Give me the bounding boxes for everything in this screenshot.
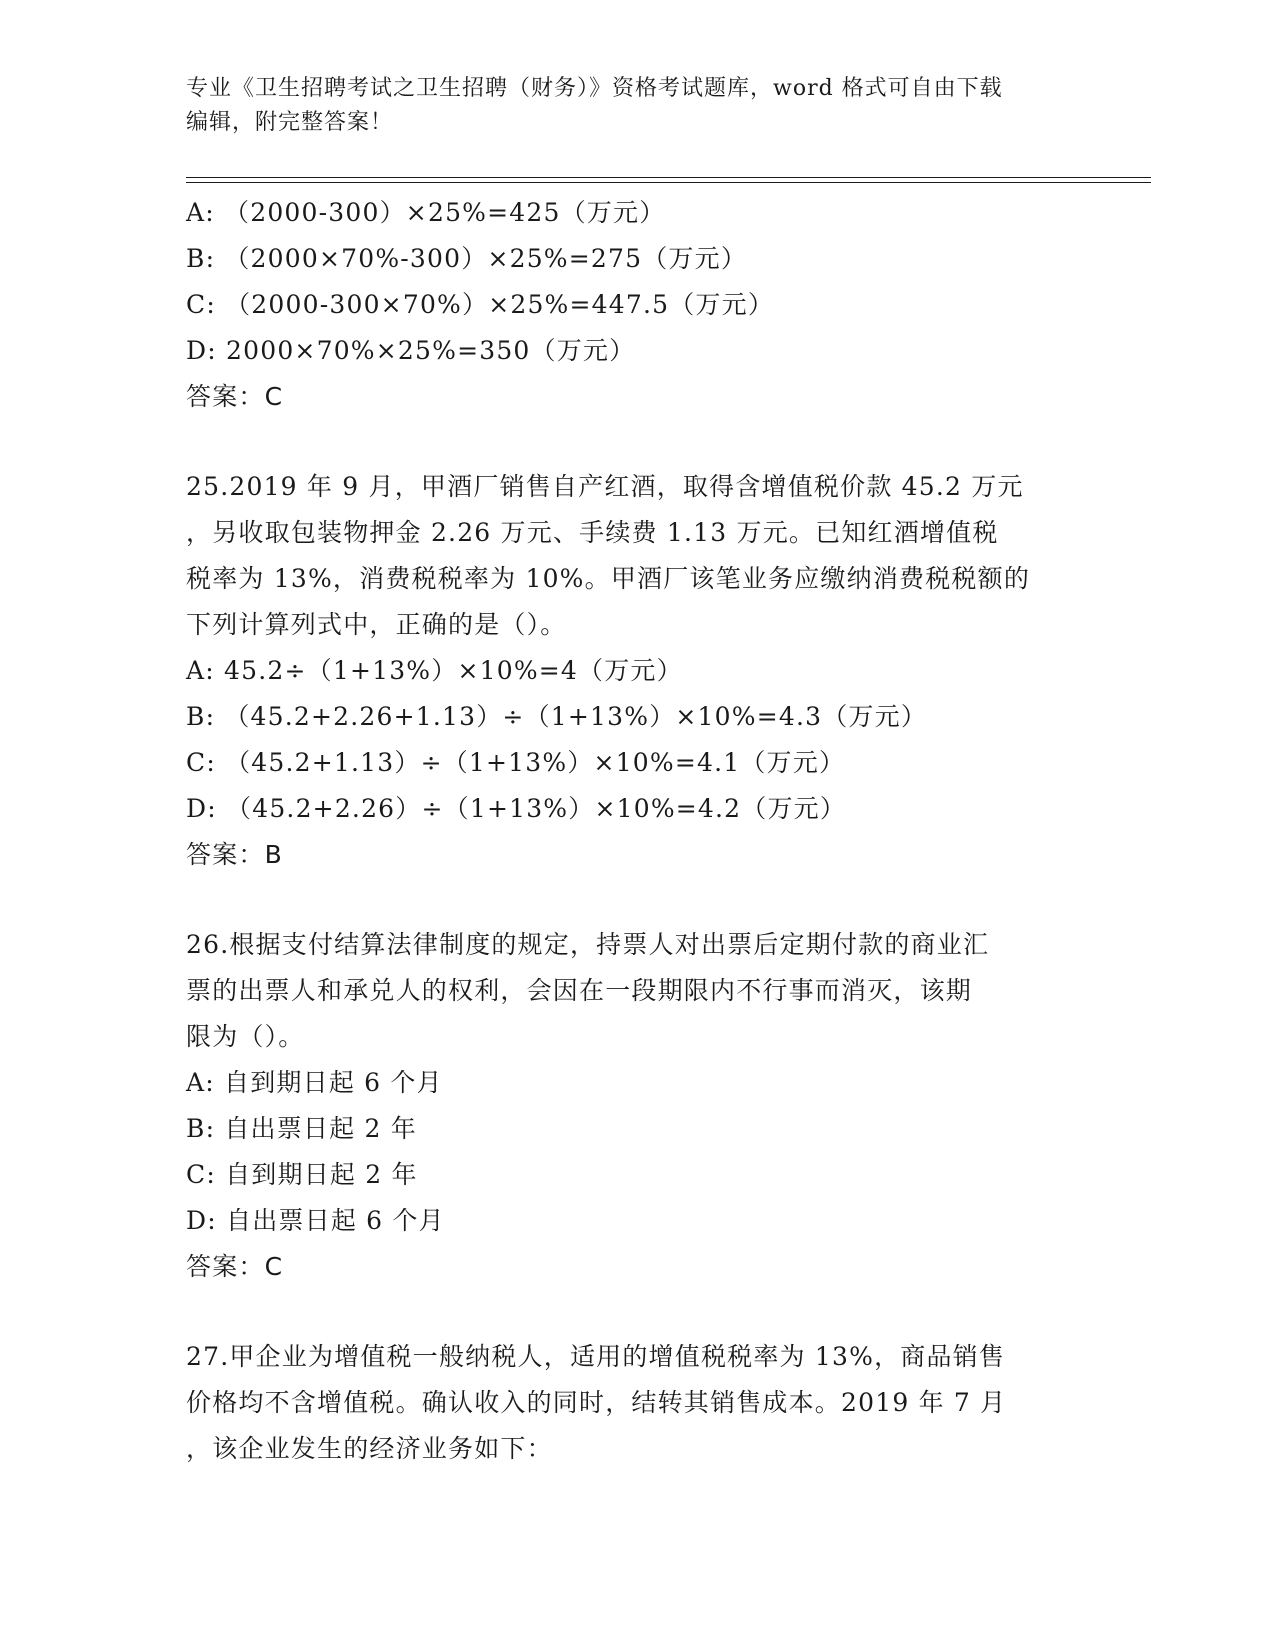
option-b: B: （2000×70%-300）×25%=275（万元） <box>186 244 748 273</box>
option-d: D: 自出票日起 6 个月 <box>186 1206 445 1235</box>
question-25 <box>186 464 1076 878</box>
option-a: A: 45.2÷（1+13%）×10%=4（万元） <box>186 656 683 685</box>
option-d: D: 2000×70%×25%=350（万元） <box>186 336 636 365</box>
option-d: D: （45.2+2.26）÷（1+13%）×10%=4.2（万元） <box>186 794 847 823</box>
header-line-1: 专业《卫生招聘考试之卫生招聘（财务）》资格考试题库，word 格式可自由下载 <box>186 76 1003 101</box>
option-a: A: 自到期日起 6 个月 <box>186 1068 443 1097</box>
option-c: C: （45.2+1.13）÷（1+13%）×10%=4.1（万元） <box>186 748 846 777</box>
option-a: A: （2000-300）×25%=425（万元） <box>186 198 666 227</box>
question-text-line: ，另收取包装物押金 2.26 万元、手续费 1.13 万元。已知红酒增值税 <box>186 518 999 547</box>
question-text-line: 下列计算列式中，正确的是（）。 <box>186 610 567 639</box>
question-text-line: 票的出票人和承兑人的权利，会因在一段期限内不行事而消灭，该期 <box>186 976 973 1005</box>
document-header <box>186 72 1066 140</box>
option-c: C: （2000-300×70%）×25%=447.5（万元） <box>186 290 775 319</box>
question-26 <box>186 922 1076 1290</box>
option-b: B: 自出票日起 2 年 <box>186 1114 417 1143</box>
header-rule-top <box>186 177 1151 178</box>
document-body <box>186 190 1076 1472</box>
question-27 <box>186 1334 1076 1472</box>
question-24 <box>186 190 1076 420</box>
question-text-line: 价格均不含增值税。确认收入的同时，结转其销售成本。2019 年 7 月 <box>186 1388 1007 1417</box>
header-line-2: 编辑，附完整答案！ <box>186 110 394 135</box>
question-text-line: 税率为 13%，消费税税率为 10%。甲酒厂该笔业务应缴纳消费税税额的 <box>186 564 1031 593</box>
answer: 答案：C <box>186 382 284 411</box>
question-text-line: 25.2019 年 9 月，甲酒厂销售自产红酒，取得含增值税价款 45.2 万元 <box>186 472 1024 501</box>
question-text-line: 27.甲企业为增值税一般纳税人，适用的增值税税率为 13%，商品销售 <box>186 1342 1006 1371</box>
question-text-line: ，该企业发生的经济业务如下： <box>186 1434 553 1463</box>
question-text-line: 限为（）。 <box>186 1022 305 1051</box>
option-c: C: 自到期日起 2 年 <box>186 1160 418 1189</box>
question-text-line: 26.根据支付结算法律制度的规定，持票人对出票后定期付款的商业汇 <box>186 930 990 959</box>
answer: 答案：B <box>186 840 283 869</box>
option-b: B: （45.2+2.26+1.13）÷（1+13%）×10%=4.3（万元） <box>186 702 928 731</box>
header-rule-bottom <box>186 182 1151 183</box>
answer: 答案：C <box>186 1252 284 1281</box>
